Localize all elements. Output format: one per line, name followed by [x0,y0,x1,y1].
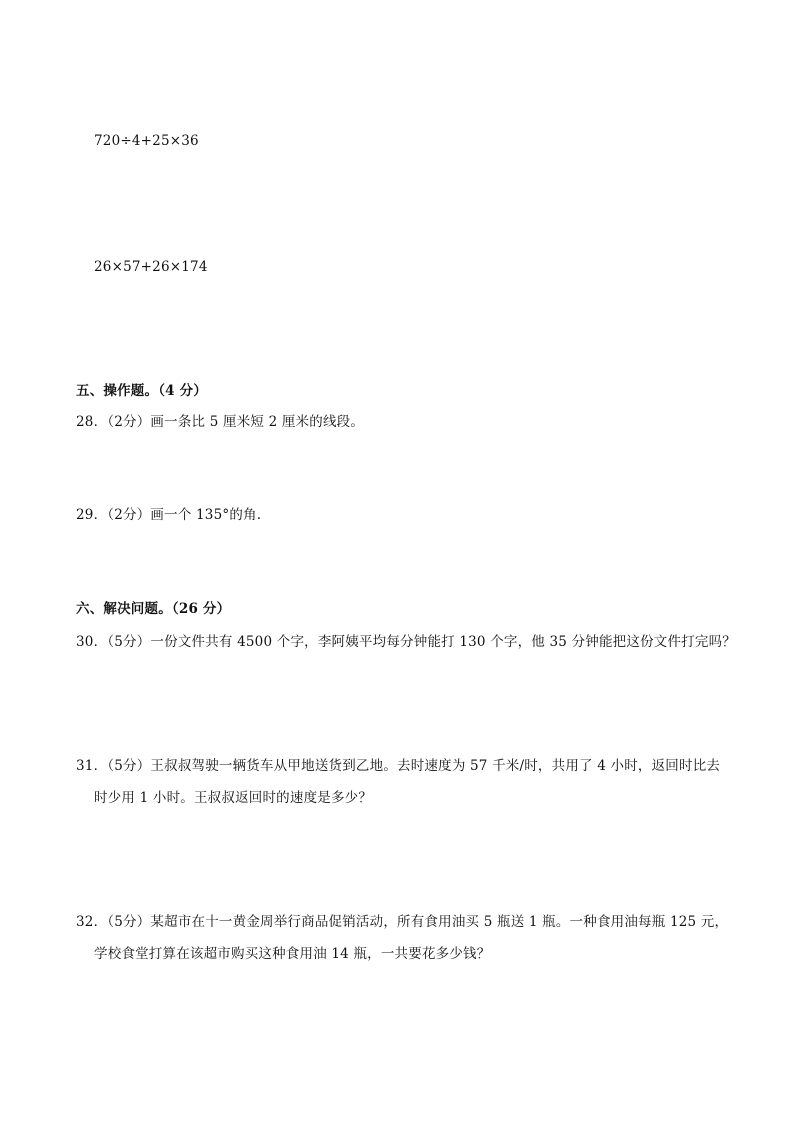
question-29: 29．（2分）画一个 135°的角. [76,507,262,523]
question-28: 28．（2分）画一条比 5 厘米短 2 厘米的线段。 [76,414,365,430]
section-5-heading: 五、操作题。（4 分） [76,383,208,399]
section-6-heading: 六、解决问题。（26 分） [76,601,231,617]
question-32-line-1: 32．（5分）某超市在十一黄金周举行商品促销活动，所有食用油买 5 瓶送 1 瓶。一种食用油每瓶 125 元， [76,914,729,930]
question-31-line-2: 时少用 1 小时。王叔叔返回时的速度是多少？ [94,790,373,806]
expression-2: 26×57+26×174 [94,259,208,275]
question-31-line-1: 31．（5分）王叔叔驾驶一辆货车从甲地送货到乙地。去时速度为 57 千米/时，共用了 4 小时，返回时比去 [76,758,721,774]
question-30: 30．（5分）一份文件共有 4500 个字，李阿姨平均每分钟能打 130 个字，他 35 分钟能把这份文件打完吗？ [76,634,736,650]
question-32-line-2: 学校食堂打算在该超市购买这种食用油 14 瓶，一共要花多少钱？ [94,946,491,962]
expression-1: 720÷4+25×36 [94,133,199,149]
